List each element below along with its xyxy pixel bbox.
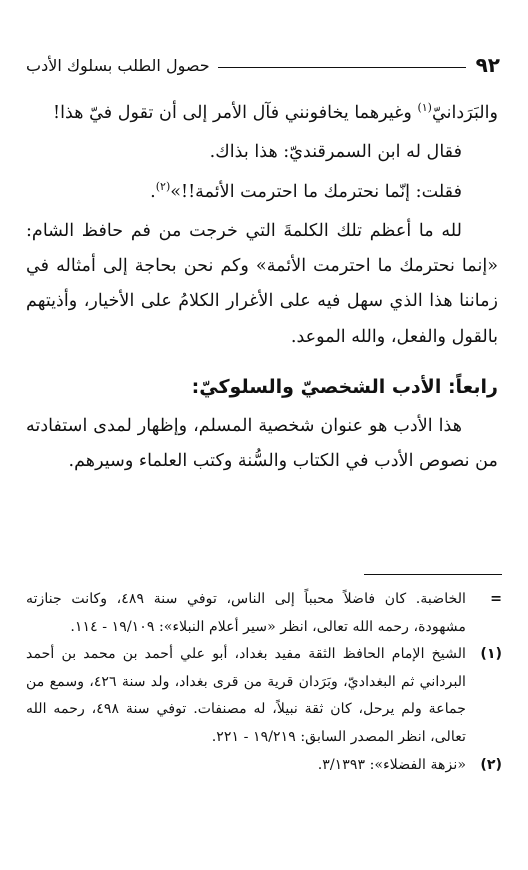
footnote-separator <box>364 574 502 575</box>
footnote-ref-1: (١) <box>417 101 432 115</box>
footnote-marker: (١) <box>480 646 502 663</box>
paragraph-1-rest: وغيرهما يخافونني فآل الأمر إلى أن تقول فيّ هذا! <box>53 103 418 123</box>
footnotes <box>26 586 502 779</box>
paragraph-3-text: فقلت: إنّما نحترمك ما احترمت الأئمة!!» <box>170 181 462 202</box>
footnote-text: الشيخ الإمام الحافظ الثقة مفيد بغداد، أبو علي أحمد بن محمد بن أحمد البرداني ثم البغداديّ، وبَرَدان قرية من قرى بغداد، ولد سنة ٤٢٦، وسمع من جماعة ولم يرحل، كان ثقة نبيلاً، له مصنفات. توفي سنة ٤٩٨، رحمه الله تعالى، انظر المصدر السابق: ١٩/٢١٩ - ٢٢١. <box>26 646 467 745</box>
running-title: حصول الطلب بسلوك الأدب <box>26 55 210 75</box>
paragraph-2: فقال له ابن السمرقنديّ: هذا بذاك. <box>209 142 462 163</box>
footnote-marker: (٢) <box>480 756 502 773</box>
paragraph-4: لله ما أعظم تلك الكلمةَ التي خرجت من فم حافظ الشام: «إنما نحترمك ما احترمت الأئمة» وكم نحن بحاجة إلى أمثاله في زماننا هذا الذي سهل فيه على الأغرار الكلامُ على الأخيار، وأذيتهم بالقول والفعل، والله الموعد. <box>26 220 498 347</box>
footnote-ref-2: (٢) <box>155 179 171 193</box>
page-number: ٩٢ <box>475 53 500 77</box>
paragraph-5: هذا الأدب هو عنوان شخصية المسلم، وإظهار لمدى استفادته من نصوص الأدب في الكتاب والسُّنة وكتب العلماء وسيرهم. <box>26 416 498 472</box>
footnote-2 <box>26 752 502 780</box>
paragraph-1-start: والبَرَدانيّ <box>431 103 498 123</box>
section-heading: رابعاً: الأدب الشخصيّ والسلوكيّ: <box>191 376 498 399</box>
footnote-text: «نزهة الفضلاء»: ٣/١٣٩٣. <box>317 756 466 773</box>
footnote-marker: = <box>490 591 502 607</box>
page-header <box>26 50 500 80</box>
footnote-continued <box>26 586 502 641</box>
paragraph-1 <box>26 96 498 131</box>
header-rule <box>218 67 466 68</box>
footnote-1 <box>26 641 502 751</box>
paragraph-3-end: . <box>150 181 156 202</box>
paragraph-3 <box>26 175 498 210</box>
main-text <box>26 96 498 480</box>
footnote-text: الخاضبة. كان فاضلاً محبباً إلى الناس، توفي سنة ٤٨٩، وكانت جنازته مشهودة، رحمه الله تعالى، انظر «سير أعلام النبلاء»: ١٩/١٠٩ - ١١٤. <box>26 591 466 635</box>
